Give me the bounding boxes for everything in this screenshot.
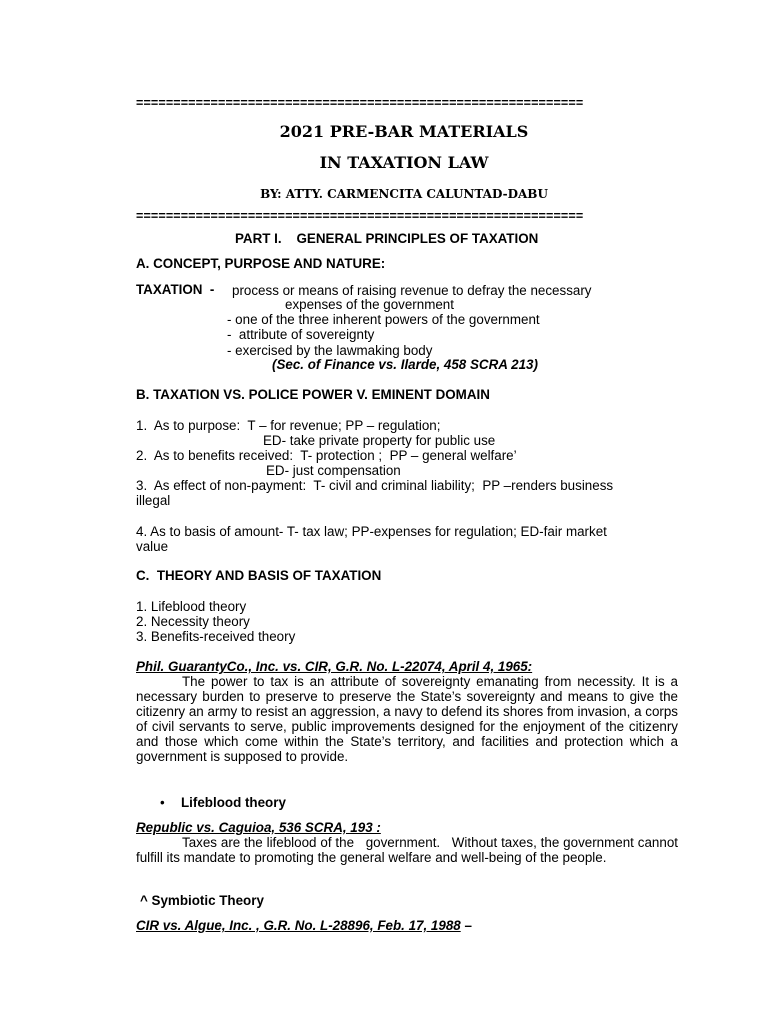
section-b-line-2: ED- take private property for public use bbox=[263, 433, 496, 448]
section-b-line-6: illegal bbox=[136, 493, 171, 508]
theory-item: 2. Necessity theory bbox=[136, 614, 250, 629]
section-b-heading: B. TAXATION VS. POLICE POWER V. EMINENT DOMAIN bbox=[136, 387, 490, 402]
taxation-def-line-2: expenses of the government bbox=[285, 297, 454, 312]
theory-item: 1. Lifeblood theory bbox=[136, 599, 247, 614]
section-b-line-8: value bbox=[136, 539, 169, 554]
symbiotic-theory-heading: ^ Symbiotic Theory bbox=[140, 893, 264, 908]
top-rule: ============================================================ bbox=[136, 96, 584, 110]
section-b-line-1: 1. As to purpose: T – for revenue; PP – regulation; bbox=[136, 418, 441, 433]
bullet-icon: • bbox=[160, 795, 165, 810]
part-heading: PART I. GENERAL PRINCIPLES OF TAXATION bbox=[235, 231, 539, 246]
taxation-item-3: - exercised by the lawmaking body bbox=[227, 343, 433, 358]
case-2-paragraph bbox=[136, 835, 682, 865]
section-b-line-5: 3. As effect of non-payment: T- civil and criminal liability; PP –renders business bbox=[136, 478, 614, 493]
title-line-1: 2021 PRE-BAR MATERIALS bbox=[279, 122, 529, 141]
case-2-text: Taxes are the lifeblood of the government. Without taxes, the government cannot fulfill its mandate to promoting the general welfare and well-being of the people. bbox=[136, 835, 682, 865]
taxation-def-line-1: process or means of raising revenue to defray the necessary bbox=[232, 283, 592, 298]
section-b-line-3: 2. As to benefits received: T- protection ; PP – general welfare’ bbox=[136, 448, 517, 463]
case-3-line bbox=[136, 918, 472, 933]
taxation-term: TAXATION - bbox=[136, 282, 215, 297]
section-c-heading: C. THEORY AND BASIS OF TAXATION bbox=[136, 568, 382, 583]
bottom-rule: ============================================================ bbox=[136, 209, 584, 223]
case-1-paragraph bbox=[136, 674, 678, 764]
section-b-line-7: 4. As to basis of amount- T- tax law; PP-expenses for regulation; ED-fair market bbox=[136, 524, 607, 539]
theory-item: 3. Benefits-received theory bbox=[136, 629, 296, 644]
case-3-dash: – bbox=[460, 918, 472, 933]
case-2-title: Republic vs. Caguioa, 536 SCRA, 193 : bbox=[136, 820, 381, 835]
section-a-citation: (Sec. of Finance vs. Ilarde, 458 SCRA 213) bbox=[272, 357, 538, 372]
case-3-title: CIR vs. Algue, Inc. , G.R. No. L-28896, Feb. 17, 1988 bbox=[136, 918, 461, 933]
case-1-title: Phil. GuarantyCo., Inc. vs. CIR, G.R. No. L-22074, April 4, 1965: bbox=[136, 659, 533, 674]
section-a-heading: A. CONCEPT, PURPOSE AND NATURE: bbox=[136, 256, 386, 271]
taxation-item-1: - one of the three inherent powers of the government bbox=[227, 312, 540, 327]
case-1-text: The power to tax is an attribute of sovereignty emanating from necessity. It is a necessary burden to preserve to preserve the State’s sovereignty and means to give the citizenry an army to resist an aggression, a navy to defend its shores from invasion, a corps of civil servants to serve, public improvements designed for the enjoyment of the citizenry and those which come within the State’s territory, and facilities and protection which a government is supposed to provide. bbox=[136, 674, 678, 764]
section-b-line-4: ED- just compensation bbox=[266, 463, 401, 478]
title-line-2: IN TAXATION LAW bbox=[319, 153, 489, 172]
author-line: BY: ATTY. CARMENCITA CALUNTAD-DABU bbox=[260, 187, 548, 201]
bullet-label: Lifeblood theory bbox=[181, 795, 286, 810]
taxation-item-2: - attribute of sovereignty bbox=[227, 327, 375, 342]
